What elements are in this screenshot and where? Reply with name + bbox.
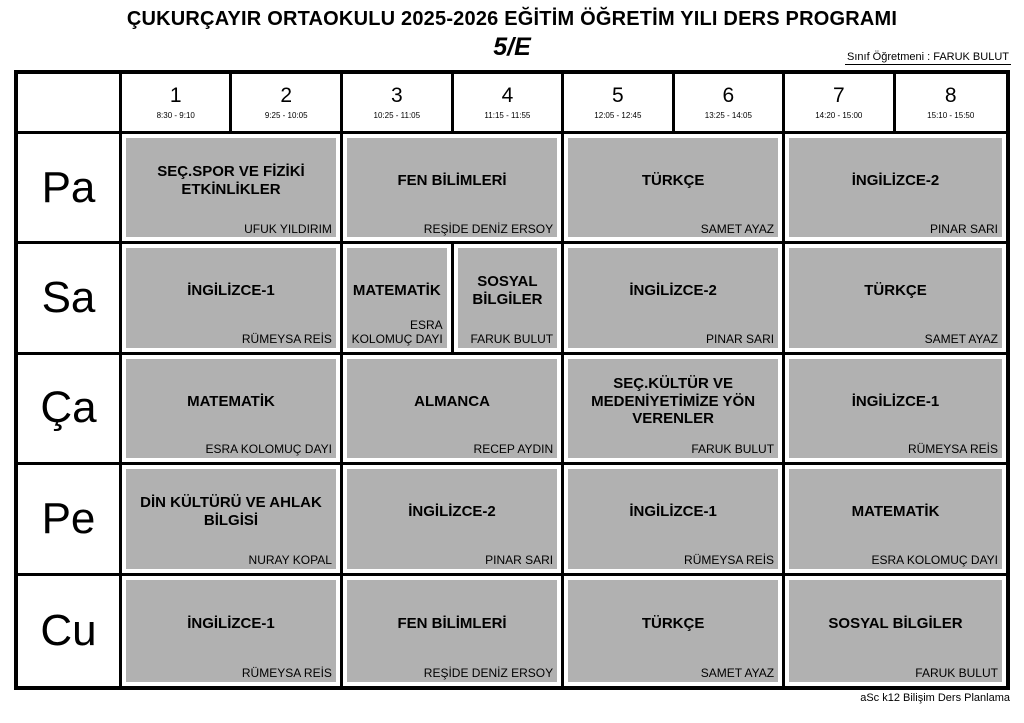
period-time: 13:25 - 14:05 [704, 111, 752, 120]
lesson-teacher: FARUK BULUT [470, 332, 554, 346]
lesson-teacher: SAMET AYAZ [700, 666, 775, 681]
lesson-cell [122, 465, 343, 575]
lesson-box [568, 359, 778, 458]
lesson-cell [564, 465, 785, 575]
lesson-teacher: PINAR SARI [929, 221, 998, 236]
day-label-ca: Ça [18, 355, 122, 465]
period-time: 10:25 - 11:05 [373, 111, 421, 120]
lesson-cell [785, 244, 1006, 354]
lesson-subject: SOSYAL BİLGİLER [472, 273, 543, 309]
lesson-cell [785, 134, 1006, 244]
lesson-subject: İNGİLİZCE-2 [408, 503, 496, 521]
period-number: 6 [722, 84, 735, 107]
lesson-teacher: ESRA KOLOMUÇ DAYI [205, 442, 332, 457]
lesson-teacher: RÜMEYSA REİS [241, 332, 332, 346]
lesson-subject: İNGİLİZCE-2 [629, 282, 717, 300]
page-title: ÇUKURÇAYIR ORTAOKULU 2025-2026 EĞİTİM ÖĞRETİM YILI DERS PROGRAMI [126, 8, 898, 30]
period-number: 7 [832, 84, 845, 107]
period-header-5 [564, 74, 674, 134]
lesson-cell [564, 244, 785, 354]
lesson-cell [564, 576, 785, 686]
lesson-teacher: SAMET AYAZ [700, 221, 775, 236]
lesson-teacher: REŞİDE DENİZ ERSOY [423, 221, 554, 236]
lesson-subject: MATEMATİK [187, 392, 275, 410]
lesson-box [126, 359, 336, 458]
lesson-box [347, 580, 557, 682]
period-time: 9:25 - 10:05 [264, 111, 308, 120]
lesson-subject: FEN BİLİMLERİ [397, 614, 507, 632]
lesson-teacher: NURAY KOPAL [248, 552, 332, 567]
lesson-teacher: REŞİDE DENİZ ERSOY [423, 666, 554, 681]
period-header-2 [232, 74, 342, 134]
period-header-1 [122, 74, 232, 134]
lesson-subject: SEÇ.KÜLTÜR VE MEDENİYETİMİZE YÖN VERENLER [591, 374, 756, 428]
period-number: 2 [280, 84, 293, 107]
lesson-box [347, 248, 447, 347]
day-label-pa: Pa [18, 134, 122, 244]
lesson-cell [122, 134, 343, 244]
period-number: 3 [390, 84, 403, 107]
timetable-grid [14, 70, 1010, 690]
lesson-box [126, 580, 336, 682]
class-name: 5/E [493, 33, 531, 61]
lesson-subject: FEN BİLİMLERİ [397, 171, 507, 189]
lesson-box [458, 248, 557, 347]
lesson-box [126, 248, 336, 347]
period-time: 8:30 - 9:10 [156, 111, 195, 120]
period-header-7 [785, 74, 895, 134]
lesson-box [789, 469, 1002, 568]
lesson-box [568, 248, 778, 347]
lesson-box [347, 359, 557, 458]
lesson-box [347, 138, 557, 237]
lesson-teacher: RÜMEYSA REİS [684, 552, 775, 567]
period-number: 5 [612, 84, 624, 107]
lesson-subject: TÜRKÇE [641, 171, 705, 189]
lesson-teacher: RECEP AYDIN [473, 442, 554, 457]
lesson-box [789, 248, 1002, 347]
lesson-subject: TÜRKÇE [641, 614, 705, 632]
lesson-teacher: PINAR SARI [485, 552, 554, 567]
lesson-subject: İNGİLİZCE-1 [187, 614, 275, 632]
day-label-cu: Cu [18, 576, 122, 686]
lesson-cell [785, 465, 1006, 575]
lesson-teacher: PINAR SARI [706, 332, 775, 346]
lesson-cell [785, 355, 1006, 465]
period-time: 12:05 - 12:45 [594, 111, 642, 120]
lesson-subject: İNGİLİZCE-2 [851, 171, 940, 189]
class-teacher-label: Sınıf Öğretmeni : FARUK BULUT [847, 51, 1009, 63]
lesson-subject: MATEMATİK [352, 282, 441, 300]
lesson-subject: SOSYAL BİLGİLER [828, 614, 963, 632]
period-header-4 [454, 74, 564, 134]
footer-credit: aSc k12 Bilişim Ders Planlama [860, 692, 1010, 704]
period-number: 4 [501, 84, 514, 107]
lesson-cell [122, 355, 343, 465]
day-label-sa: Sa [18, 244, 122, 354]
lesson-teacher: SAMET AYAZ [924, 332, 998, 346]
lesson-box [347, 469, 557, 568]
lesson-teacher: FARUK BULUT [915, 666, 998, 681]
period-time: 15:10 - 15:50 [927, 111, 975, 120]
period-header-3 [343, 74, 454, 134]
lesson-box [126, 138, 336, 237]
lesson-subject: ALMANCA [414, 392, 490, 410]
lesson-subject: DİN KÜLTÜRÜ VE AHLAK BİLGİSİ [140, 494, 322, 529]
period-time: 11:15 - 11:55 [484, 111, 531, 120]
lesson-cell [343, 134, 564, 244]
lesson-teacher: RÜMEYSA REİS [241, 666, 332, 681]
lesson-cell [343, 576, 564, 686]
lesson-cell [454, 244, 564, 354]
lesson-cell [122, 576, 343, 686]
lesson-teacher: UFUK YILDIRIM [244, 221, 332, 236]
lesson-teacher: RÜMEYSA REİS [907, 442, 998, 457]
lesson-box [568, 469, 778, 568]
lesson-teacher: ESRA KOLOMUÇ DAYI [871, 552, 998, 567]
lesson-cell [343, 244, 454, 354]
lesson-cell [564, 134, 785, 244]
lesson-box [568, 138, 778, 237]
lesson-cell [343, 355, 564, 465]
lesson-teacher: FARUK BULUT [691, 442, 775, 457]
lesson-subject: İNGİLİZCE-1 [851, 392, 940, 410]
lesson-box [789, 580, 1002, 682]
lesson-subject: İNGİLİZCE-1 [629, 503, 717, 521]
period-header-8 [896, 74, 1006, 134]
lesson-cell [122, 244, 343, 354]
lesson-box [126, 469, 336, 568]
lesson-box [789, 138, 1002, 237]
period-number: 8 [944, 84, 957, 107]
period-header-6 [675, 74, 785, 134]
lesson-subject: İNGİLİZCE-1 [187, 282, 275, 300]
lesson-subject: MATEMATİK [851, 503, 940, 521]
lesson-box [789, 359, 1002, 458]
lesson-cell [343, 465, 564, 575]
lesson-subject: SEÇ.SPOR VE FİZİKİ ETKİNLİKLER [157, 163, 305, 198]
lesson-teacher: ESRA KOLOMUÇ DAYI [351, 318, 443, 346]
lesson-box [568, 580, 778, 682]
corner-cell [18, 74, 122, 134]
lesson-subject: TÜRKÇE [864, 282, 927, 300]
lesson-cell [564, 355, 785, 465]
period-time: 14:20 - 15:00 [815, 111, 863, 120]
period-number: 1 [169, 84, 182, 107]
day-label-pe: Pe [18, 465, 122, 575]
lesson-cell [785, 576, 1006, 686]
